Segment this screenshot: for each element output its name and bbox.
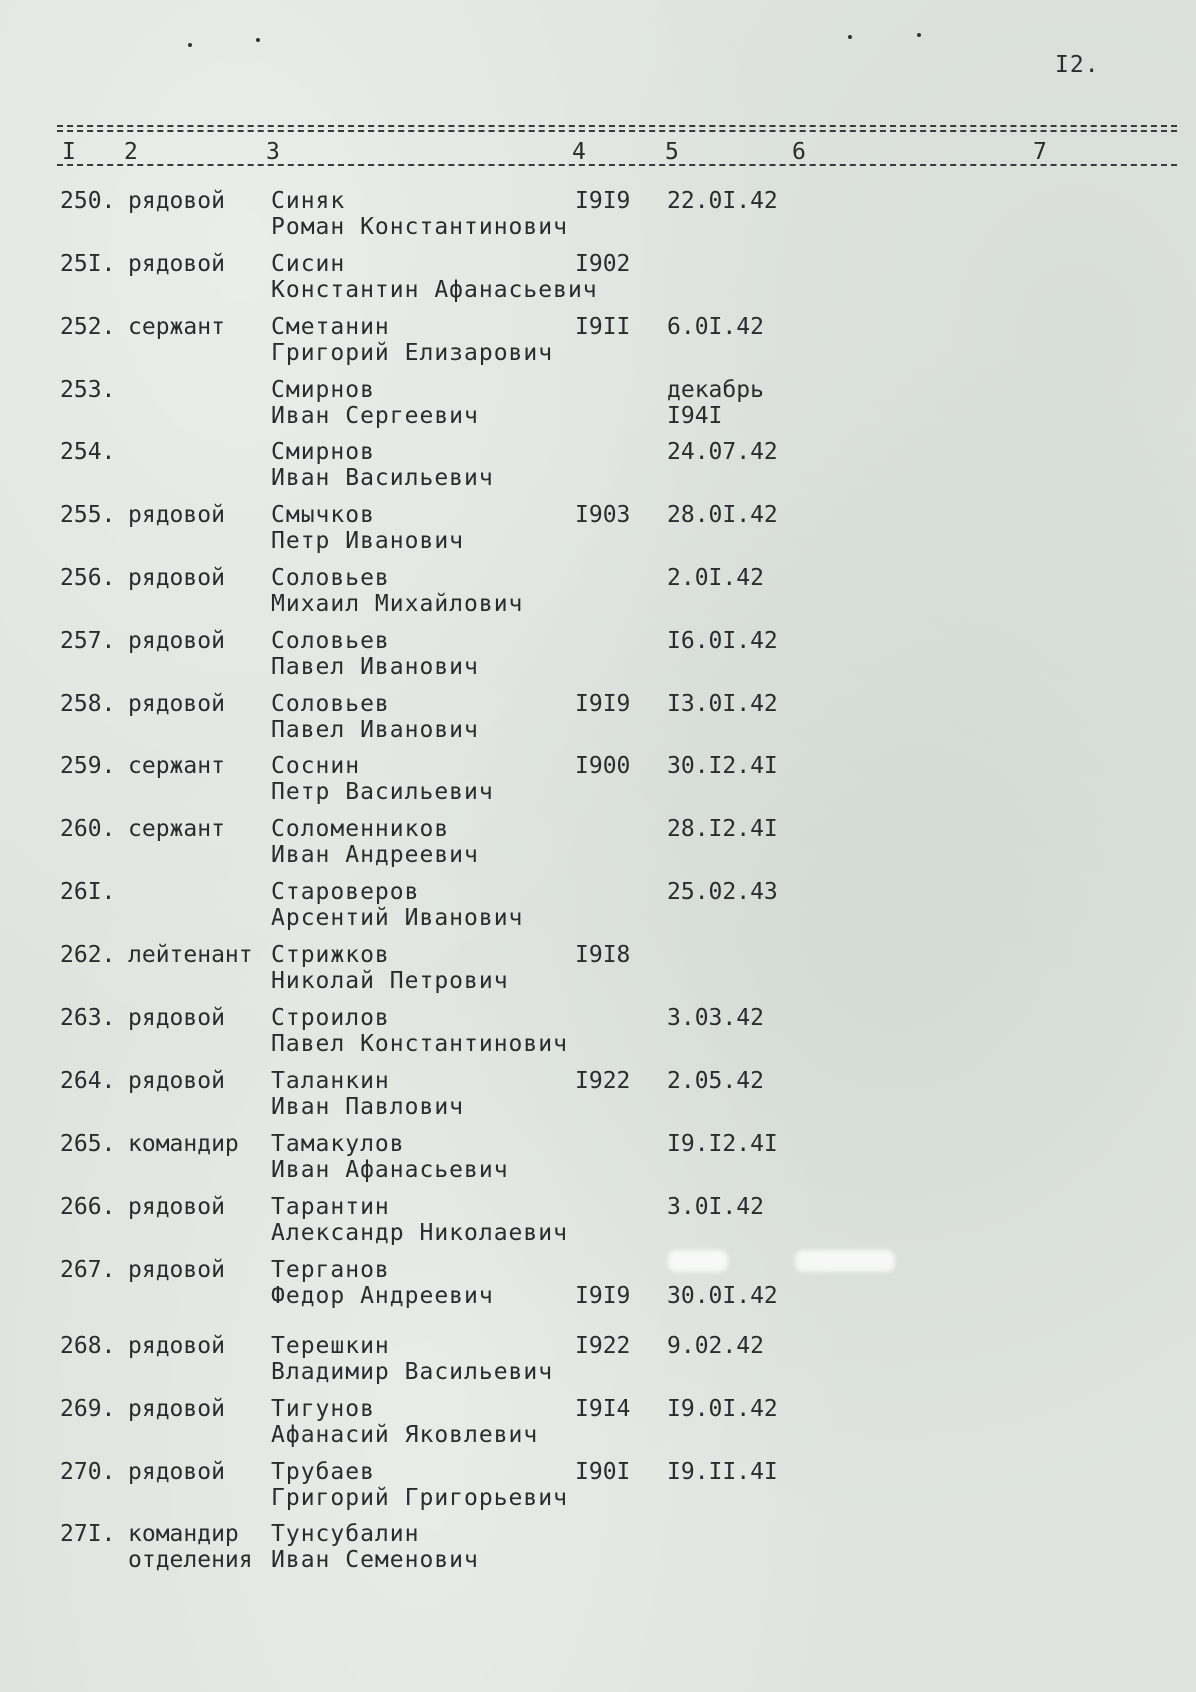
- paper-speck: [917, 33, 921, 37]
- table-row: [0, 1005, 1196, 1065]
- row-name: [271, 816, 479, 868]
- row-name: [271, 251, 598, 303]
- given-name: Александр Николаевич: [271, 1220, 568, 1246]
- given-name: Павел Константинович: [271, 1031, 568, 1057]
- date-line: 2.05.42: [667, 1068, 764, 1094]
- row-date: [667, 439, 778, 465]
- row-name: [271, 439, 494, 491]
- table-row: [0, 251, 1196, 311]
- given-name: Николай Петрович: [271, 968, 509, 994]
- date-line: I9.I2.4I: [667, 1131, 778, 1157]
- row-name: [271, 1459, 568, 1511]
- header-rule-top: [57, 125, 1177, 127]
- rank-line: сержант: [128, 753, 225, 779]
- row-name: [271, 188, 568, 240]
- table-row: [0, 628, 1196, 688]
- rank-line: рядовой: [128, 1396, 225, 1422]
- row-rank: [128, 1068, 225, 1094]
- date-line: 2.0I.42: [667, 565, 764, 591]
- date-line: 30.I2.4I: [667, 753, 778, 779]
- rank-line: командир: [128, 1521, 239, 1547]
- given-name: Павел Иванович: [271, 654, 479, 680]
- row-number: 268.: [60, 1333, 116, 1359]
- given-name: Роман Константинович: [271, 214, 568, 240]
- row-rank: [128, 691, 225, 717]
- surname: Тунсубалин: [271, 1521, 420, 1547]
- row-number: 255.: [60, 502, 116, 528]
- page-number: I2.: [1055, 52, 1100, 78]
- row-name: [271, 1005, 568, 1057]
- paper-speck: [188, 43, 192, 47]
- row-birth-year: I902: [575, 251, 631, 277]
- given-name: Петр Васильевич: [271, 779, 494, 805]
- date-line: I3.0I.42: [667, 691, 778, 717]
- table-row: [0, 502, 1196, 562]
- row-name: [271, 628, 479, 680]
- table-row: [0, 1194, 1196, 1254]
- row-number: 254.: [60, 439, 116, 465]
- row-number: 270.: [60, 1459, 116, 1485]
- column-header-3: 3: [266, 139, 280, 165]
- surname: Терганов: [271, 1257, 390, 1283]
- row-date: [667, 188, 778, 214]
- given-name: Арсентий Иванович: [271, 905, 524, 931]
- row-name: [271, 1068, 464, 1120]
- row-name: [271, 377, 479, 429]
- date-line: 28.I2.4I: [667, 816, 778, 842]
- table-row: [0, 753, 1196, 813]
- surname: Тарантин: [271, 1194, 390, 1220]
- surname: Строилов: [271, 1005, 390, 1031]
- row-date: [667, 1194, 764, 1220]
- surname: Смычков: [271, 502, 375, 528]
- paper-smudge: [795, 1250, 895, 1272]
- table-row: [0, 377, 1196, 437]
- row-number: 267.: [60, 1257, 116, 1283]
- row-date: [667, 1459, 778, 1485]
- table-row: [0, 1131, 1196, 1191]
- row-birth-year: I922: [575, 1068, 631, 1094]
- rank-line: рядовой: [128, 1459, 225, 1485]
- row-name: [271, 1194, 568, 1246]
- row-number: 257.: [60, 628, 116, 654]
- column-header-2: 2: [124, 139, 138, 165]
- rank-line: рядовой: [128, 188, 225, 214]
- rank-line: рядовой: [128, 628, 225, 654]
- row-number: 269.: [60, 1396, 116, 1422]
- rank-line: рядовой: [128, 502, 225, 528]
- row-name: [271, 1257, 494, 1309]
- row-rank: [128, 942, 253, 968]
- table-row: [0, 188, 1196, 248]
- row-name: [271, 691, 479, 743]
- row-date: [667, 816, 778, 842]
- rank-line: сержант: [128, 314, 225, 340]
- column-header-5: 5: [665, 139, 679, 165]
- table-row: [0, 1396, 1196, 1456]
- given-name: Павел Иванович: [271, 717, 479, 743]
- row-number: 263.: [60, 1005, 116, 1031]
- row-number: 252.: [60, 314, 116, 340]
- paper-speck: [848, 35, 852, 39]
- row-birth-year: I9I9: [575, 691, 631, 717]
- row-birth-year: I90I: [575, 1459, 631, 1485]
- row-name: [271, 1333, 553, 1385]
- row-rank: [128, 1005, 225, 1031]
- rank-line: рядовой: [128, 691, 225, 717]
- row-date: [667, 1131, 778, 1157]
- row-number: 265.: [60, 1131, 116, 1157]
- date-line: I9.II.4I: [667, 1459, 778, 1485]
- surname: Таланкин: [271, 1068, 390, 1094]
- date-line: 3.0I.42: [667, 1194, 764, 1220]
- row-birth-year: I9I9: [575, 1283, 631, 1309]
- table-row: [0, 439, 1196, 499]
- row-name: [271, 314, 553, 366]
- column-header-7: 7: [1033, 139, 1047, 165]
- header-rule-top-double: [57, 130, 1177, 132]
- given-name: Федор Андреевич: [271, 1283, 494, 1309]
- row-birth-year: I9I4: [575, 1396, 631, 1422]
- given-name: Иван Сергеевич: [271, 403, 479, 429]
- surname: Синяк: [271, 188, 346, 214]
- row-date: [667, 1333, 764, 1359]
- row-date: [667, 1396, 778, 1422]
- row-rank: [128, 1131, 239, 1157]
- row-rank: [128, 251, 225, 277]
- row-number: 256.: [60, 565, 116, 591]
- given-name: Афанасий Яковлевич: [271, 1422, 539, 1448]
- date-line: 9.02.42: [667, 1333, 764, 1359]
- row-rank: [128, 1333, 225, 1359]
- rank-line: сержант: [128, 816, 225, 842]
- row-number: 258.: [60, 691, 116, 717]
- given-name: Григорий Григорьевич: [271, 1485, 568, 1511]
- surname: Терешкин: [271, 1333, 390, 1359]
- row-birth-year: I9II: [575, 314, 631, 340]
- given-name: Иван Семенович: [271, 1547, 479, 1573]
- table-row: [0, 879, 1196, 939]
- date-line: 22.0I.42: [667, 188, 778, 214]
- table-row: [0, 1459, 1196, 1519]
- rank-line: лейтенант: [128, 942, 253, 968]
- table-row: [0, 1257, 1196, 1317]
- row-date: [667, 377, 764, 429]
- date-line: I9.0I.42: [667, 1396, 778, 1422]
- given-name: Иван Андреевич: [271, 842, 479, 868]
- rank-line: рядовой: [128, 1194, 225, 1220]
- table-row: [0, 942, 1196, 1002]
- row-number: 27I.: [60, 1521, 116, 1547]
- rank-line: рядовой: [128, 1068, 225, 1094]
- row-name: [271, 879, 523, 931]
- row-name: [271, 1396, 538, 1448]
- column-header-4: 4: [572, 139, 586, 165]
- given-name: Григорий Елизарович: [271, 340, 554, 366]
- date-line: 6.0I.42: [667, 314, 764, 340]
- row-birth-year: I903: [575, 502, 631, 528]
- row-number: 26I.: [60, 879, 116, 905]
- surname: Староверов: [271, 879, 420, 905]
- row-date: [667, 753, 778, 779]
- date-line: 25.02.43: [667, 879, 778, 905]
- row-date: [667, 879, 778, 905]
- row-birth-year: I900: [575, 753, 631, 779]
- table-row: [0, 1521, 1196, 1581]
- surname: Соснин: [271, 753, 361, 779]
- row-birth-year: I9I9: [575, 188, 631, 214]
- row-rank: [128, 1194, 225, 1220]
- row-name: [271, 753, 494, 805]
- row-rank: [128, 314, 225, 340]
- given-name: Иван Афанасьевич: [271, 1157, 509, 1183]
- row-rank: [128, 628, 225, 654]
- row-rank: [128, 816, 225, 842]
- row-number: 262.: [60, 942, 116, 968]
- rank-line: рядовой: [128, 1333, 225, 1359]
- row-rank: [128, 1257, 225, 1283]
- surname: Соломенников: [271, 816, 450, 842]
- table-row: [0, 314, 1196, 374]
- row-name: [271, 565, 523, 617]
- rank-line-2: отделения: [128, 1547, 253, 1573]
- row-rank: [128, 1521, 253, 1573]
- table-row: [0, 816, 1196, 876]
- row-number: 260.: [60, 816, 116, 842]
- row-number: 266.: [60, 1194, 116, 1220]
- paper-speck: [256, 38, 260, 42]
- surname: Соловьев: [271, 628, 390, 654]
- surname: Тамакулов: [271, 1131, 405, 1157]
- table-row: [0, 1333, 1196, 1393]
- row-name: [271, 1521, 479, 1573]
- given-name: Иван Васильевич: [271, 465, 494, 491]
- row-name: [271, 942, 509, 994]
- date-line-2: I94I: [667, 403, 723, 429]
- surname: Сисин: [271, 251, 346, 277]
- date-line: 3.03.42: [667, 1005, 764, 1031]
- surname: Сметанин: [271, 314, 390, 340]
- row-number: 25I.: [60, 251, 116, 277]
- rank-line: рядовой: [128, 1257, 225, 1283]
- row-date: [667, 314, 764, 340]
- row-date: [667, 1068, 764, 1094]
- row-date: [667, 691, 778, 717]
- paper-smudge: [668, 1250, 728, 1272]
- surname: Тигунов: [271, 1396, 375, 1422]
- table-row: [0, 691, 1196, 751]
- date-line: декабрь: [667, 377, 764, 403]
- row-rank: [128, 565, 225, 591]
- row-date: [667, 502, 778, 528]
- date-line: 24.07.42: [667, 439, 778, 465]
- row-date: [667, 565, 764, 591]
- rank-line: командир: [128, 1131, 239, 1157]
- rank-line: рядовой: [128, 251, 225, 277]
- given-name: Михаил Михайлович: [271, 591, 524, 617]
- header-rule-bottom: [57, 164, 1177, 166]
- row-number: 264.: [60, 1068, 116, 1094]
- date-line: I6.0I.42: [667, 628, 778, 654]
- surname: Трубаев: [271, 1459, 375, 1485]
- date-line: 30.0I.42: [667, 1283, 778, 1309]
- surname: Соловьев: [271, 565, 390, 591]
- surname: Соловьев: [271, 691, 390, 717]
- row-rank: [128, 188, 225, 214]
- row-number: 259.: [60, 753, 116, 779]
- rank-line: рядовой: [128, 565, 225, 591]
- row-rank: [128, 753, 225, 779]
- surname: Смирнов: [271, 439, 375, 465]
- row-date: [667, 1283, 778, 1309]
- row-birth-year: I9I8: [575, 942, 631, 968]
- surname: Смирнов: [271, 377, 375, 403]
- row-rank: [128, 1396, 225, 1422]
- row-birth-year: I922: [575, 1333, 631, 1359]
- given-name: Константин Афанасьевич: [271, 277, 598, 303]
- row-number: 253.: [60, 377, 116, 403]
- row-rank: [128, 502, 225, 528]
- table-row: [0, 1068, 1196, 1128]
- date-line: 28.0I.42: [667, 502, 778, 528]
- given-name: Владимир Васильевич: [271, 1359, 554, 1385]
- surname: Стрижков: [271, 942, 390, 968]
- row-number: 250.: [60, 188, 116, 214]
- table-row: [0, 565, 1196, 625]
- row-date: [667, 628, 778, 654]
- row-name: [271, 1131, 509, 1183]
- column-header-6: 6: [792, 139, 806, 165]
- given-name: Петр Иванович: [271, 528, 465, 554]
- rank-line: рядовой: [128, 1005, 225, 1031]
- row-date: [667, 1005, 764, 1031]
- given-name: Иван Павлович: [271, 1094, 465, 1120]
- row-name: [271, 502, 464, 554]
- row-rank: [128, 1459, 225, 1485]
- column-header-1: I: [62, 139, 76, 165]
